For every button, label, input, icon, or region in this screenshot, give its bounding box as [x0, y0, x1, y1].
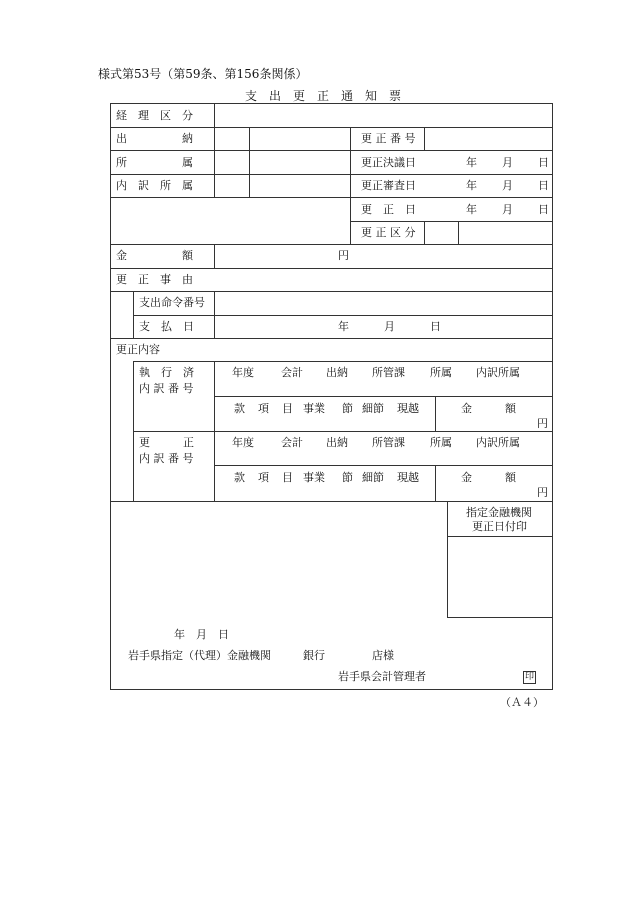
month-label: 月	[502, 156, 513, 169]
col-jigyo: 事業	[303, 402, 325, 415]
rule	[350, 221, 553, 222]
rule	[447, 617, 553, 618]
label-corrected-1: 更 正	[139, 436, 194, 449]
form-number: 様式第53号（第59条、第156条関係）	[98, 67, 308, 81]
year-label: 年	[466, 156, 477, 169]
label-corrected-2: 内 訳 番 号	[139, 452, 194, 465]
col-moku: 目	[282, 471, 293, 484]
rule	[133, 315, 553, 316]
rule	[214, 291, 215, 339]
label-shozoku: 所 属	[116, 156, 193, 169]
col-shutsuno: 出納	[326, 436, 348, 449]
rule	[350, 197, 553, 198]
col-gengoshi: 現越	[397, 471, 419, 484]
rule	[110, 338, 553, 339]
stamp-box-line1: 指定金融機関	[466, 506, 532, 519]
col-uchiwake-shozoku: 内訳所属	[476, 366, 520, 379]
label-uchiwake-shozoku: 内 訳 所 属	[116, 179, 193, 192]
col-shokanka: 所管課	[372, 366, 405, 379]
label-kosei-bi: 更 正 日	[361, 203, 416, 216]
day-label: 日	[538, 203, 549, 216]
rule	[133, 291, 134, 339]
col-shutsuno: 出納	[326, 366, 348, 379]
month-label: 月	[384, 320, 395, 333]
rule	[110, 197, 350, 198]
footer-bank-prefix: 岩手県指定（代理）金融機関	[128, 649, 271, 662]
label-shiharai-bi: 支 払 日	[139, 320, 194, 333]
stamp-box-line2: 更正日付印	[472, 520, 527, 533]
label-kosei-naiyo: 更正内容	[116, 343, 160, 356]
rule	[110, 268, 553, 269]
rule	[110, 127, 553, 128]
rule	[458, 221, 459, 245]
year-label: 年	[338, 320, 349, 333]
col-gengoshi: 現越	[397, 402, 419, 415]
col-nendo: 年度	[232, 366, 254, 379]
rule	[447, 536, 553, 537]
seal-icon: 印	[525, 672, 535, 682]
col-saisetsu: 細節	[362, 471, 384, 484]
label-kosei-kubun: 更 正 区 分	[361, 226, 416, 239]
label-executed-2: 内 訳 番 号	[139, 382, 194, 395]
col-moku: 目	[282, 402, 293, 415]
day-label: 日	[538, 156, 549, 169]
col-shokanka: 所管課	[372, 436, 405, 449]
rule	[110, 150, 553, 151]
col-kingaku: 金 額	[461, 402, 516, 415]
rule	[424, 127, 425, 151]
col-setsu: 節	[342, 471, 353, 484]
col-uchiwake-shozoku: 内訳所属	[476, 436, 520, 449]
label-shishutsu-meirei: 支出命令番号	[139, 296, 205, 309]
footer-manager: 岩手県会計管理者	[338, 670, 426, 683]
label-kosei-bango: 更 正 番 号	[361, 132, 416, 145]
yen-unit: 円	[338, 249, 349, 262]
yen-unit: 円	[537, 417, 548, 430]
label-kosei-jiyu: 更 正 事 由	[116, 273, 193, 286]
col-kan: 款	[234, 471, 245, 484]
col-kaikei: 会計	[281, 436, 303, 449]
rule	[350, 127, 351, 245]
month-label: 月	[502, 203, 513, 216]
rule	[133, 361, 553, 362]
col-kan: 款	[234, 402, 245, 415]
rule	[435, 465, 436, 501]
rule	[214, 396, 553, 397]
rule	[110, 174, 553, 175]
col-setsu: 節	[342, 402, 353, 415]
form-title: 支 出 更 正 通 知 票	[245, 89, 402, 103]
label-kingaku: 金 額	[116, 249, 193, 262]
rule	[133, 361, 134, 501]
col-ko: 項	[258, 471, 269, 484]
col-kaikei: 会計	[281, 366, 303, 379]
col-jigyo: 事業	[303, 471, 325, 484]
rule	[214, 103, 215, 198]
label-shutsuno: 出 納	[116, 132, 193, 145]
rule	[214, 244, 215, 268]
month-label: 月	[502, 179, 513, 192]
footer-branch: 店様	[372, 649, 394, 662]
rule	[424, 221, 425, 245]
rule	[214, 361, 215, 501]
col-kingaku: 金 額	[461, 471, 516, 484]
paper-size: （Ａ４）	[500, 696, 544, 709]
rule	[249, 127, 250, 198]
rule	[214, 465, 553, 466]
rule	[110, 291, 553, 292]
day-label: 日	[538, 179, 549, 192]
rule	[447, 501, 448, 618]
col-shozoku: 所属	[430, 436, 452, 449]
yen-unit: 円	[537, 486, 548, 499]
col-ko: 項	[258, 402, 269, 415]
rule	[110, 501, 553, 502]
footer-date: 年 月 日	[174, 628, 229, 641]
rule	[133, 431, 553, 432]
col-nendo: 年度	[232, 436, 254, 449]
footer-bank: 銀行	[303, 649, 325, 662]
year-label: 年	[466, 179, 477, 192]
label-keiri-kubun: 経 理 区 分	[116, 109, 193, 122]
rule	[435, 396, 436, 431]
rule	[110, 244, 553, 245]
col-shozoku: 所属	[430, 366, 452, 379]
label-kosei-ketsugi: 更正決議日	[361, 156, 416, 169]
label-kosei-shinsa: 更正審査日	[361, 179, 416, 192]
year-label: 年	[466, 203, 477, 216]
day-label: 日	[430, 320, 441, 333]
label-executed-1: 執 行 済	[139, 366, 194, 379]
col-saisetsu: 細節	[362, 402, 384, 415]
